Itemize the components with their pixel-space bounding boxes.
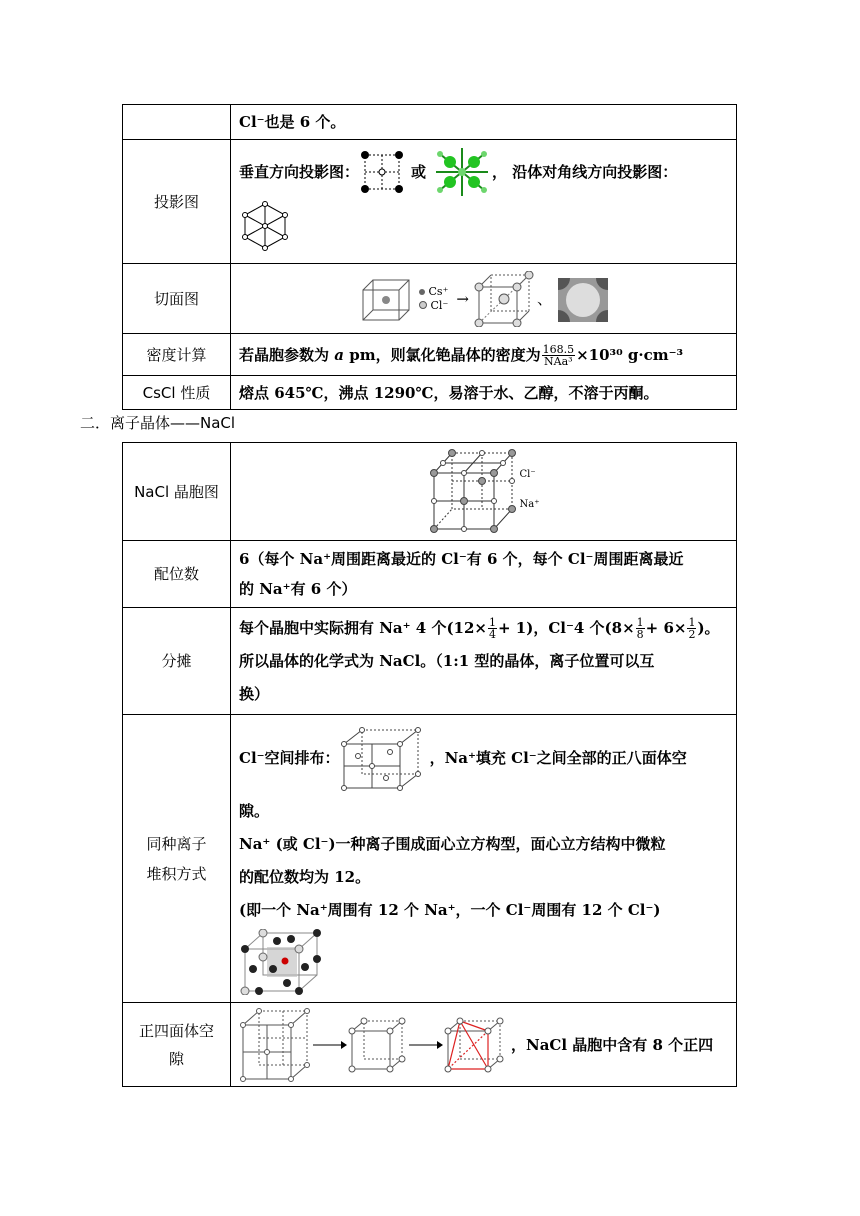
- row-label: [123, 715, 231, 1003]
- empty-label-cell: [123, 105, 231, 140]
- packing-line-4: 的配位数均为 12。: [239, 867, 371, 886]
- row-content: [231, 541, 737, 608]
- cscl-row-continuation: [123, 105, 737, 140]
- fraction-denominator: NAa³: [544, 355, 573, 368]
- row-content: 熔点 645℃，沸点 1290℃，易溶于水、乙醇，不溶于丙酮。: [231, 376, 737, 410]
- nacl-row-packing: [123, 715, 737, 1003]
- row-label: 投影图: [123, 140, 231, 264]
- legend-na: Na⁺: [519, 498, 540, 510]
- packing-line-5: (即一个 Na⁺周围有 12 个 Na⁺，一个 Cl⁻周围有 12 个 Cl⁻): [239, 900, 661, 919]
- allocation-text-2: + 1)，Cl⁻4 个(8×: [498, 618, 635, 637]
- row-label: 密度计算: [123, 334, 231, 376]
- row-content: [231, 715, 737, 1003]
- allocation-text-4: )。: [697, 618, 720, 637]
- cscl-row-section: [123, 264, 737, 334]
- label-line-2: 隙: [168, 1049, 184, 1068]
- row-label: [123, 1003, 231, 1087]
- fraction-numerator: 1: [636, 616, 644, 629]
- packing-text-a: Cl⁻空间排布：: [239, 749, 340, 767]
- row-content: [231, 1003, 737, 1087]
- nacl-row-coordination: [123, 541, 737, 608]
- cscl-table: [122, 104, 737, 410]
- row-label: NaCl 晶胞图: [123, 443, 231, 541]
- density-text-b: pm，则氯化铯晶体的密度为: [343, 345, 541, 364]
- fraction-numerator: 168.5: [542, 343, 575, 356]
- tetrahedral-text: ，NaCl 晶胞中含有 8 个正四: [511, 1035, 714, 1054]
- label-line-1: 同种离子: [146, 834, 207, 853]
- coordination-line-1: 6（每个 Na⁺周围距离最近的 Cl⁻有 6 个，每个 Cl⁻周围距离最近: [239, 550, 684, 568]
- density-text-c: ×10³⁰ g·cm⁻³: [576, 345, 684, 364]
- label-line-1: 正四面体空: [138, 1021, 214, 1040]
- fraction-numerator: 1: [688, 616, 696, 629]
- row-content: [231, 334, 737, 376]
- nacl-ball-model-figure: [239, 929, 325, 995]
- small-cube-figure: [347, 1016, 407, 1074]
- coordination-line-2: 的 Na⁺有 6 个）: [239, 580, 357, 598]
- nacl-legend: [520, 460, 540, 520]
- nacl-row-cell: [123, 443, 737, 541]
- legend-cs: Cs⁺: [428, 284, 449, 298]
- fraction-denominator: 2: [688, 628, 696, 641]
- row-content: [231, 140, 737, 264]
- nacl-row-allocation: [123, 608, 737, 715]
- projection-diagonal-label: ， 沿体对角线方向投影图：: [492, 162, 678, 181]
- row-content: [231, 608, 737, 715]
- nacl-row-tetrahedral: [123, 1003, 737, 1087]
- packing-line-2: 隙。: [239, 801, 270, 820]
- fcc-cell-figure: [239, 1007, 311, 1083]
- cscl-row-projection: [123, 140, 737, 264]
- nacl-table: [122, 442, 737, 1087]
- row-label: 配位数: [123, 541, 231, 608]
- cl-fcc-arrangement-figure: [340, 726, 424, 792]
- green-lattice-projection-figure: [432, 146, 492, 198]
- row-content: Cl⁻也是 6 个。: [231, 105, 737, 140]
- cscl-space-filling-figure: [554, 272, 612, 326]
- fraction-numerator: 1: [489, 616, 496, 629]
- nacl-unit-cell-figure: [428, 447, 518, 533]
- allocation-text-3: + 6×: [645, 618, 687, 637]
- arrow-icon: [311, 1039, 347, 1051]
- density-fraction: [542, 344, 576, 367]
- section-heading: 二．离子晶体——NaCl: [80, 414, 236, 432]
- variable-a: a: [334, 345, 344, 364]
- separator: 、: [536, 290, 552, 308]
- tetrahedral-void-figure: [443, 1016, 505, 1074]
- legend-cl: Cl⁻: [430, 298, 449, 312]
- fraction-denominator: 8: [636, 628, 644, 641]
- packing-line-1: [239, 723, 730, 795]
- projection-vertical-label: 垂直方向投影图：: [239, 162, 360, 181]
- packing-line-3: Na⁺ (或 Cl⁻)一种离子围成面心立方构型，面心立方结构中微粒: [239, 834, 666, 853]
- cscl-cell-section-figure: [473, 271, 535, 327]
- fraction-1-2: [687, 617, 696, 640]
- fraction-denominator: 4: [489, 628, 496, 641]
- allocation-text-1: 每个晶胞中实际拥有 Na⁺ 4 个(12×: [239, 618, 487, 637]
- cscl-row-properties: [123, 376, 737, 410]
- fraction-1-8: [636, 617, 645, 640]
- density-text-a: 若晶胞参数为: [239, 345, 330, 364]
- cscl-cell-figure: [355, 274, 415, 324]
- packing-text-b: ，Na⁺填充 Cl⁻之间全部的正八面体空: [429, 749, 687, 767]
- fraction-1-4: [488, 617, 497, 640]
- arrow-icon: [407, 1039, 443, 1051]
- row-content: [231, 264, 737, 334]
- allocation-line-3: 换）: [239, 684, 270, 703]
- row-content: [231, 443, 737, 541]
- cscl-diagonal-projection-figure: [239, 200, 291, 252]
- cscl-row-density: [123, 334, 737, 376]
- allocation-line-2: 所以晶体的化学式为 NaCl。（1:1 型的晶体，离子位置可以互: [239, 651, 655, 670]
- cscl-vertical-projection-figure: [359, 149, 405, 195]
- label-line-2: 堆积方式: [146, 864, 207, 883]
- row-label: CsCl 性质: [123, 376, 231, 410]
- legend-cl: Cl⁻: [519, 468, 536, 480]
- ion-legend: [419, 285, 448, 313]
- allocation-line-1: [239, 612, 730, 645]
- arrow: →: [456, 289, 469, 308]
- row-label: 分摊: [123, 608, 231, 715]
- row-label: 切面图: [123, 264, 231, 334]
- or-text: 或: [411, 162, 427, 181]
